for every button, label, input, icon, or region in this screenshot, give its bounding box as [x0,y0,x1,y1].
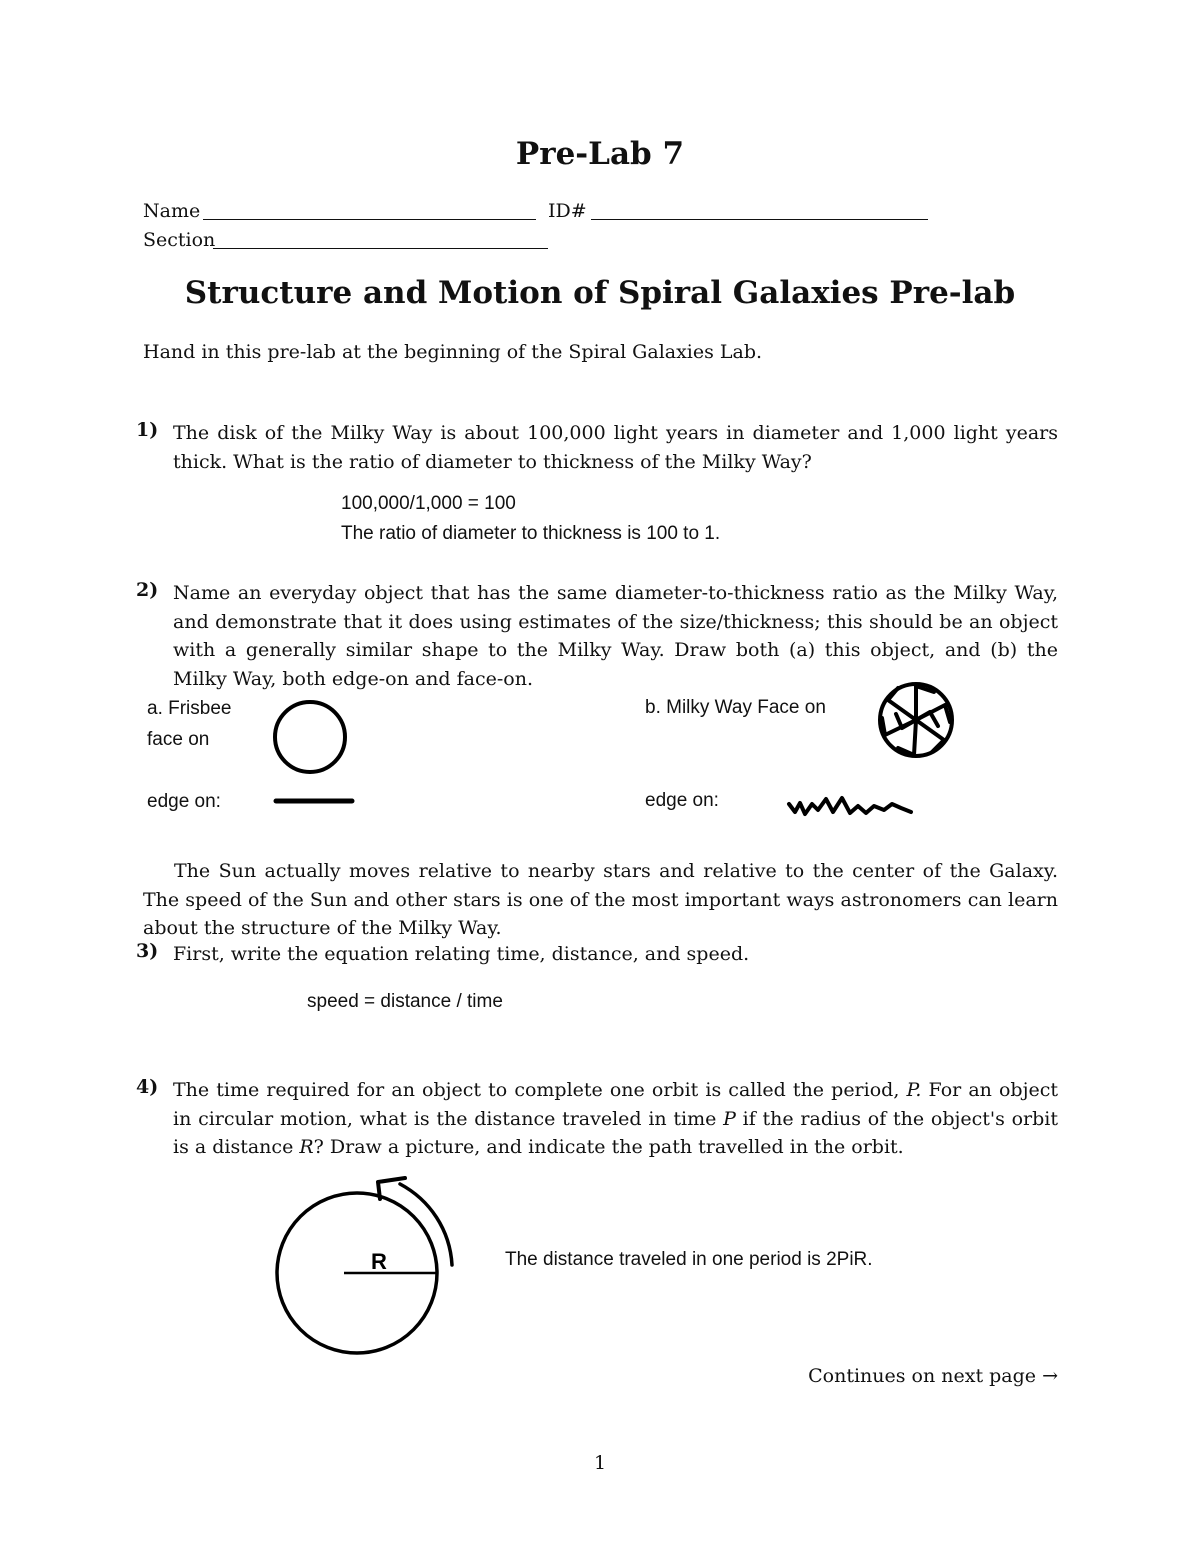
intro-text: Hand in this pre-lab at the beginning of the Spiral Galaxies Lab. [143,341,763,363]
period-symbol: P. [906,1079,922,1101]
section-label: Section [143,229,216,251]
radius-symbol: R [299,1136,314,1158]
question-2-text: Name an everyday object that has the same diameter-to-thickness ratio as the Milky Way, and demonstrate that it does using estimates of the size/thickness; this should be an object with a generally similar shape to the Milky Way. Draw both (a) this object, and (b) the Milky Way, both edge-on and face-on. [173,582,1058,690]
radius-label: R [371,1249,387,1274]
orbit-path-arrow [400,1184,452,1265]
sun-motion-paragraph: The Sun actually moves relative to nearby stars and relative to the center of the Galaxy. The speed of the Sun and other stars is one of the most important ways astronomers can learn about the structure of the Milky Way. [143,860,1058,939]
name-label: Name [143,200,201,222]
milky-way-edge-on-label: edge on: [645,790,719,811]
lab-subtitle: Structure and Motion of Spiral Galaxies Pre-lab [184,275,1016,311]
period-symbol-2: P [723,1107,736,1130]
question-2-number: 2) [136,579,159,601]
milky-way-face-on-label: b. Milky Way Face on [645,697,826,718]
answer-1-statement: The ratio of diameter to thickness is 100 to 1. [341,523,721,544]
answer-3-equation: speed = distance / time [307,991,503,1012]
question-4-text: The time required for an object to complete one orbit is called the period, P. For an object in circular motion, what is the distance traveled in time P if the radius of the object's orbit is a distance R? Draw a picture, and indicate the path travelled in the orbit. [173,1079,1059,1158]
continues-note: Continues on next page → [808,1365,1058,1387]
question-1-text: The disk of the Milky Way is about 100,000 light years in diameter and 1,000 light years thick. What is the ratio of diameter to thickness of the Milky Way? [173,422,1058,473]
page-number: 1 [593,1452,607,1474]
frisbee-edge-on-label: edge on: [147,791,221,812]
question-3-number: 3) [136,940,159,962]
answer-1-calculation: 100,000/1,000 = 100 [341,493,516,514]
frisbee-face-on-label: face on [147,729,210,750]
answer-4-statement: The distance traveled in one period is 2PiR. [505,1249,873,1270]
question-1-number: 1) [136,419,159,441]
question-4-number: 4) [136,1076,159,1098]
page-title: Pre-Lab 7 [515,136,685,172]
id-label: ID# [548,200,587,222]
frisbee-label: a. Frisbee [147,698,232,719]
question-3-text: First, write the equation relating time, distance, and speed. [173,943,750,965]
